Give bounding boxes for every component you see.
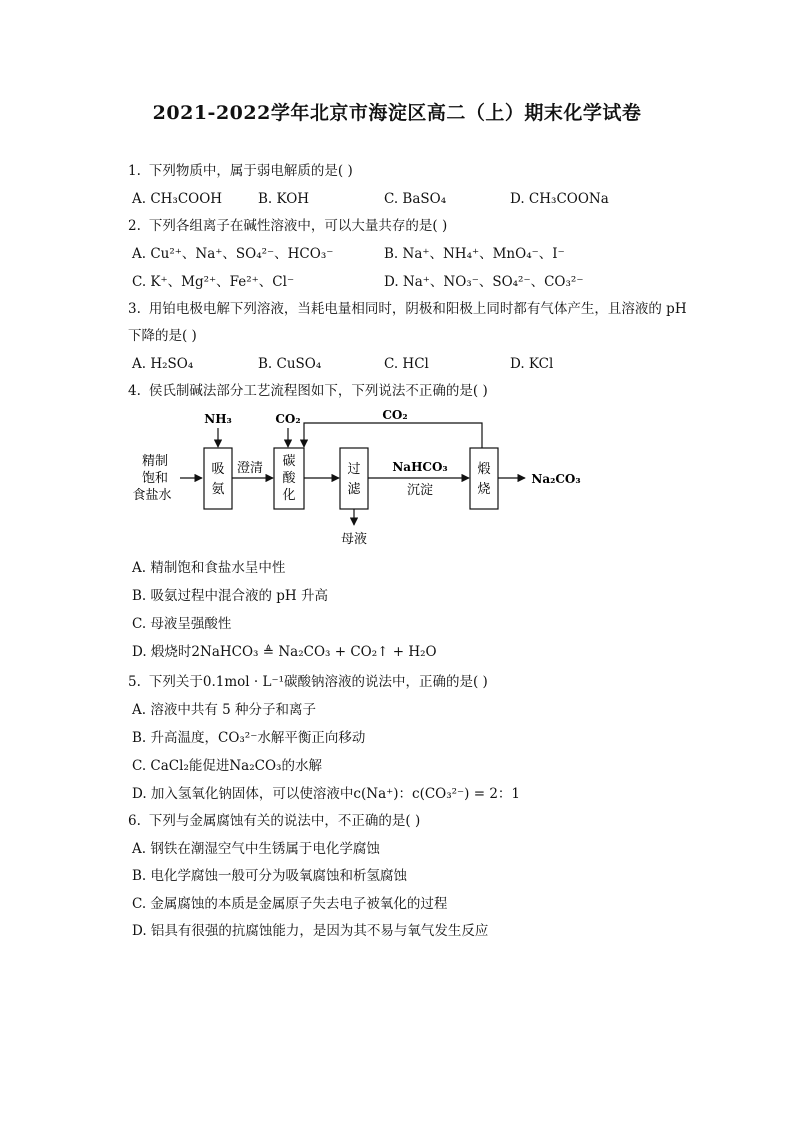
question-3-option-d: D. KCl <box>510 356 554 372</box>
question-6-option-c: C. 金属腐蚀的本质是金属原子失去电子被氧化的过程 <box>132 896 448 912</box>
question-5-text: 下列关于0.1mol · L⁻¹碳酸钠溶液的说法中，正确的是( ) <box>148 674 488 690</box>
page-title: 2021-2022学年北京市海淀区高二（上）期末化学试卷 <box>152 102 642 124</box>
question-3-number: 3. <box>128 301 141 317</box>
question-2-option-a: A. Cu²⁺、Na⁺、SO₄²⁻、HCO₃⁻ <box>132 246 334 262</box>
question-2-stem <box>128 217 447 235</box>
question-5-number: 5. <box>128 674 141 690</box>
question-4-option-d: D. 煅烧时2NaHCO₃ ≜ Na₂CO₃ + CO₂↑ + H₂O <box>132 644 437 660</box>
question-2-text: 下列各组离子在碱性溶液中，可以大量共存的是( ) <box>148 218 448 234</box>
question-6-option-d: D. 铝具有很强的抗腐蚀能力，是因为其不易与氧气发生反应 <box>132 923 489 939</box>
question-4-option-b: B. 吸氨过程中混合液的 pH 升高 <box>132 588 329 604</box>
question-1-option-d: D. CH₃COONa <box>510 191 609 207</box>
question-5-option-d: D. 加入氢氧化钠固体，可以使溶液中c(Na⁺)：c(CO₃²⁻) = 2：1 <box>132 786 521 802</box>
question-1-option-a: A. CH₃COOH <box>132 191 223 207</box>
flow-clarify-label: 澄清 <box>236 461 264 476</box>
question-2-number: 2. <box>128 218 141 234</box>
flow-box-carbonate-text3: 化 <box>282 488 296 503</box>
flow-mother-liquor-label: 母液 <box>340 532 368 547</box>
question-5-stem <box>128 673 488 691</box>
question-4-number: 4. <box>128 383 141 399</box>
flow-box-filter <box>340 448 368 509</box>
question-1-number: 1. <box>128 163 141 179</box>
flow-box-carbonate-text2: 酸 <box>282 471 296 486</box>
question-3-option-c: C. HCl <box>384 356 429 372</box>
question-4-option-a: A. 精制饱和食盐水呈中性 <box>132 560 286 576</box>
flow-box-calcine <box>470 448 498 509</box>
question-1-option-b: B. KOH <box>258 191 310 207</box>
question-2-option-c: C. K⁺、Mg²⁺、Fe²⁺、Cl⁻ <box>132 274 295 290</box>
flow-box-absorb <box>204 448 232 509</box>
question-6-option-a: A. 钢铁在潮湿空气中生锈属于电化学腐蚀 <box>132 841 380 857</box>
question-4-stem <box>128 382 488 400</box>
flow-nh3-label: NH₃ <box>204 412 232 426</box>
flow-box-absorb-text2: 氨 <box>211 482 225 497</box>
question-3-text-line1: 用铂电极电解下列溶液，当耗电量相同时，阴极和阳极上同时都有气体产生，且溶液的 pH <box>148 301 687 317</box>
flow-co2-label-1: CO₂ <box>275 412 301 426</box>
question-4-option-c: C. 母液呈强酸性 <box>132 616 232 632</box>
question-6-number: 6. <box>128 813 141 829</box>
flow-input-line1: 精制 <box>141 454 169 469</box>
flow-box-absorb-text1: 吸 <box>211 462 225 477</box>
question-5-option-c: C. CaCl₂能促进Na₂CO₃的水解 <box>132 758 322 774</box>
flow-box-filter-text2: 滤 <box>347 482 361 497</box>
question-5-option-b: B. 升高温度，CO₃²⁻水解平衡正向移动 <box>132 730 366 746</box>
flow-co2-label-2: CO₂ <box>382 408 408 422</box>
flow-box-carbonate-text1: 碳 <box>282 454 296 469</box>
flow-input-line3: 食盐水 <box>132 488 172 503</box>
question-3-text-line2: 下降的是( ) <box>128 328 197 344</box>
flow-box-filter-text1: 过 <box>347 462 361 477</box>
question-4-text: 侯氏制碱法部分工艺流程图如下，下列说法不正确的是( ) <box>148 383 488 399</box>
flow-product-label: Na₂CO₃ <box>531 472 581 486</box>
process-flow-diagram <box>130 405 600 550</box>
flow-co2-recycle-line <box>304 423 482 448</box>
question-1-stem <box>128 162 353 180</box>
flow-precipitate-label: 沉淀 <box>406 483 434 498</box>
question-6-option-b: B. 电化学腐蚀一般可分为吸氧腐蚀和析氢腐蚀 <box>132 868 408 884</box>
flow-nahco3-label: NaHCO₃ <box>392 460 448 474</box>
question-1-text: 下列物质中，属于弱电解质的是( ) <box>148 163 353 179</box>
question-3-option-a: A. H₂SO₄ <box>132 356 194 372</box>
question-1-option-c: C. BaSO₄ <box>384 191 447 207</box>
question-3-option-b: B. CuSO₄ <box>258 356 322 372</box>
question-6-text: 下列与金属腐蚀有关的说法中，不正确的是( ) <box>148 813 421 829</box>
question-5-option-a: A. 溶液中共有 5 种分子和离子 <box>132 702 317 718</box>
flow-box-calcine-text2: 烧 <box>477 482 491 497</box>
question-2-option-b: B. Na⁺、NH₄⁺、MnO₄⁻、I⁻ <box>384 246 565 262</box>
question-6-stem <box>128 812 420 830</box>
flow-box-calcine-text1: 煅 <box>477 462 491 477</box>
question-3-stem <box>128 300 687 318</box>
flow-input-line2: 饱和 <box>141 471 169 486</box>
question-2-option-d: D. Na⁺、NO₃⁻、SO₄²⁻、CO₃²⁻ <box>384 274 584 290</box>
